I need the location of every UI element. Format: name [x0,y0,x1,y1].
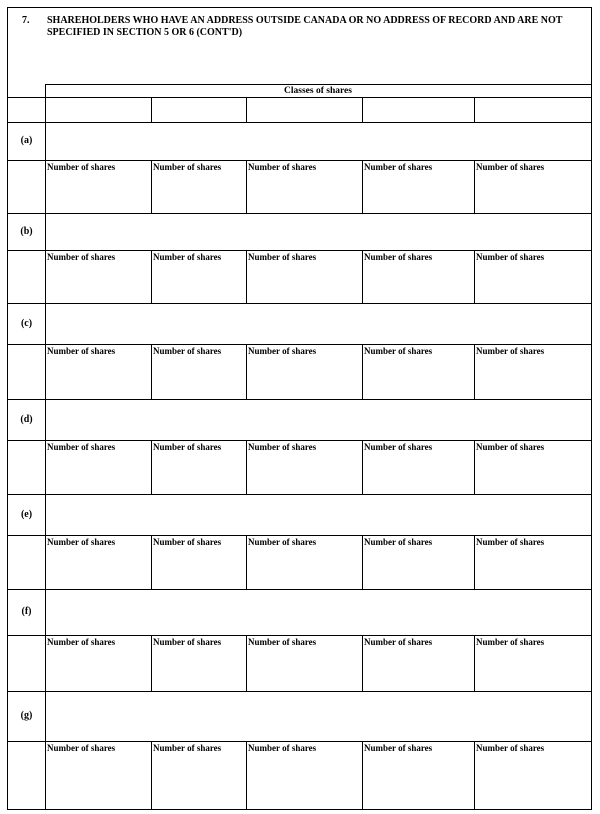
row-split-rule [8,160,591,161]
number-of-shares-cell[interactable]: Number of shares [153,743,222,753]
header-col-divider [362,97,363,122]
number-of-shares-cell[interactable]: Number of shares [248,537,317,547]
number-of-shares-cell[interactable]: Number of shares [248,252,317,262]
row-split-rule [8,635,591,636]
number-of-shares-cell[interactable]: Number of shares [248,162,317,172]
section-number: 7. [22,15,30,26]
share-col-divider [362,344,363,399]
row-label: (f) [21,606,32,617]
share-col-divider [151,635,152,691]
number-of-shares-cell[interactable]: Number of shares [153,537,222,547]
row-split-rule [8,440,591,441]
row-bottom-rule [8,589,591,590]
number-of-shares-cell[interactable]: Number of shares [153,162,222,172]
share-col-divider [151,440,152,494]
row-label: (g) [20,710,33,721]
row-bottom-rule [8,399,591,400]
row-label: (b) [20,225,33,237]
share-col-divider [474,250,475,303]
classes-of-shares-header: Classes of shares [284,86,352,96]
header-col-divider [246,97,247,122]
number-of-shares-cell[interactable]: Number of shares [476,252,545,262]
number-of-shares-cell[interactable]: Number of shares [47,162,116,172]
share-col-divider [246,440,247,494]
share-col-divider [151,535,152,589]
form-frame [7,7,592,810]
share-col-divider [362,160,363,213]
number-of-shares-cell[interactable]: Number of shares [47,252,116,262]
number-of-shares-cell[interactable]: Number of shares [47,537,116,547]
number-of-shares-cell[interactable]: Number of shares [47,743,116,753]
number-of-shares-cell[interactable]: Number of shares [364,743,433,753]
number-of-shares-cell[interactable]: Number of shares [476,537,545,547]
row-label: (c) [20,317,33,329]
share-col-divider [246,160,247,213]
share-col-divider [151,741,152,809]
number-of-shares-cell[interactable]: Number of shares [248,346,317,356]
header-mid-rule [8,97,591,98]
share-col-divider [474,535,475,589]
share-col-divider [474,160,475,213]
number-of-shares-cell[interactable]: Number of shares [153,346,222,356]
number-of-shares-cell[interactable]: Number of shares [153,252,222,262]
number-of-shares-cell[interactable]: Number of shares [248,743,317,753]
share-col-divider [246,535,247,589]
number-of-shares-cell[interactable]: Number of shares [47,442,116,452]
row-split-rule [8,741,591,742]
row-split-rule [8,535,591,536]
share-col-divider [246,635,247,691]
number-of-shares-cell[interactable]: Number of shares [476,162,545,172]
header-top-rule [45,84,591,85]
number-of-shares-cell[interactable]: Number of shares [476,743,545,753]
share-col-divider [246,250,247,303]
number-of-shares-cell[interactable]: Number of shares [47,637,116,647]
number-of-shares-cell[interactable]: Number of shares [248,637,317,647]
share-col-divider [151,160,152,213]
number-of-shares-cell[interactable]: Number of shares [153,637,222,647]
number-of-shares-cell[interactable]: Number of shares [248,442,317,452]
share-col-divider [362,440,363,494]
share-col-divider [474,440,475,494]
number-of-shares-cell[interactable]: Number of shares [364,346,433,356]
row-bottom-rule [8,213,591,214]
number-of-shares-cell[interactable]: Number of shares [476,637,545,647]
row-label: (d) [20,413,33,425]
number-of-shares-cell[interactable]: Number of shares [364,442,433,452]
share-col-divider [474,344,475,399]
header-col-divider [151,97,152,122]
header-bottom-rule [8,122,591,123]
share-col-divider [246,741,247,809]
row-label: (a) [20,135,33,146]
share-col-divider [362,741,363,809]
number-of-shares-cell[interactable]: Number of shares [364,252,433,262]
share-col-divider [474,635,475,691]
section-title: SHAREHOLDERS WHO HAVE AN ADDRESS OUTSIDE CANADA OR NO ADDRESS OF RECORD AND ARE NOT SPECIFIED IN SECTION 5 OR 6 (CONT'D) [47,15,563,38]
row-bottom-rule [8,494,591,495]
row-bottom-rule [8,691,591,692]
row-split-rule [8,250,591,251]
share-col-divider [151,250,152,303]
row-split-rule [8,344,591,345]
number-of-shares-cell[interactable]: Number of shares [364,537,433,547]
share-col-divider [362,535,363,589]
number-of-shares-cell[interactable]: Number of shares [364,637,433,647]
number-of-shares-cell[interactable]: Number of shares [47,346,116,356]
number-of-shares-cell[interactable]: Number of shares [476,442,545,452]
share-col-divider [151,344,152,399]
number-of-shares-cell[interactable]: Number of shares [364,162,433,172]
share-col-divider [362,250,363,303]
label-column-divider [45,84,46,809]
share-col-divider [474,741,475,809]
share-col-divider [246,344,247,399]
header-col-divider [474,97,475,122]
row-bottom-rule [8,303,591,304]
share-col-divider [362,635,363,691]
number-of-shares-cell[interactable]: Number of shares [153,442,222,452]
number-of-shares-cell[interactable]: Number of shares [476,346,545,356]
row-label: (e) [20,508,33,520]
